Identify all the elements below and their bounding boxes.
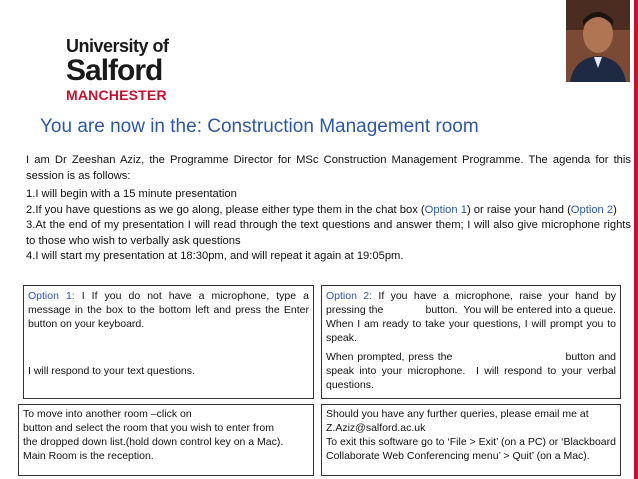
option-2-note: When prompted, press the button and speak into your microphone. I will respond to your verbal questions. <box>326 351 619 391</box>
agenda-item-2-end: ) <box>613 203 617 216</box>
option-2-box <box>321 285 621 399</box>
contact-line-1: Should you have any further queries, please email me at <box>326 408 589 420</box>
option-1-note: I will respond to your text questions. <box>28 365 195 377</box>
exit-instructions: To exit this software go to ‘File > Exit’ (on a PC) or ‘Blackboard Collaborate Web Conferencing menu’ > Quit’ (on a Mac). <box>326 436 616 462</box>
option-1-ref: Option 1 <box>424 203 467 216</box>
room-move-line-4: Main Room is the reception. <box>23 450 154 462</box>
option-2-body: If you have a microphone, raise your hand by pressing the button. You will be entered into a queue. When I am ready to take your questions, I will prompt you to speak. <box>326 290 622 344</box>
option-1-label: Option 1: <box>28 290 75 302</box>
room-move-box <box>18 404 314 476</box>
agenda-section <box>26 153 631 265</box>
agenda-item-3: 3.At the end of my presentation I will read through the text questions and answer them; I will also give microphone rights to those who wish to verbally ask questions <box>26 219 631 247</box>
intro-text: I am Dr Zeeshan Aziz, the Programme Director for MSc Construction Management Programme. The agenda for this session is as follows: <box>26 154 631 182</box>
logo-line-2: Salford <box>66 54 163 87</box>
accent-bar <box>634 0 638 479</box>
room-title: You are now in the: Construction Management room <box>40 116 479 137</box>
room-move-line-1: To move into another room –click on <box>23 408 192 420</box>
option-2-label: Option 2: <box>326 290 373 302</box>
option-1-text <box>28 289 309 331</box>
contact-email[interactable]: Z.Aziz@salford.ac.uk <box>326 422 426 434</box>
agenda-item-2-mid: ) or raise your hand ( <box>466 203 571 216</box>
contact-box <box>321 404 621 476</box>
logo-line-1: University of <box>66 36 169 56</box>
agenda-item-2 <box>26 203 631 219</box>
logo-line-3: MANCHESTER <box>66 87 167 103</box>
presenter-photo-icon <box>566 0 630 82</box>
option-1-body: I If you do not have a microphone, type a message in the box to the bottom left and press the Enter button on your keyboard. <box>28 290 309 330</box>
option-2-text <box>326 289 622 345</box>
room-move-line-3: the dropped down list.(hold down control key on a Mac). <box>23 436 284 448</box>
option-2-ref: Option 2 <box>570 203 614 216</box>
agenda-item-2-text: 2.If you have questions as we go along, please either type them in the chat box ( <box>26 203 425 216</box>
university-logo <box>66 36 169 104</box>
agenda-item-4: 4.I will start my presentation at 18:30pm, and will repeat it again at 19:05pm. <box>26 250 404 262</box>
room-move-line-2: button and select the room that you wish to enter from <box>23 422 274 434</box>
option-1-box <box>23 285 314 399</box>
presenter-photo <box>566 0 630 82</box>
agenda-item-1: 1.I will begin with a 15 minute presentation <box>26 188 237 200</box>
